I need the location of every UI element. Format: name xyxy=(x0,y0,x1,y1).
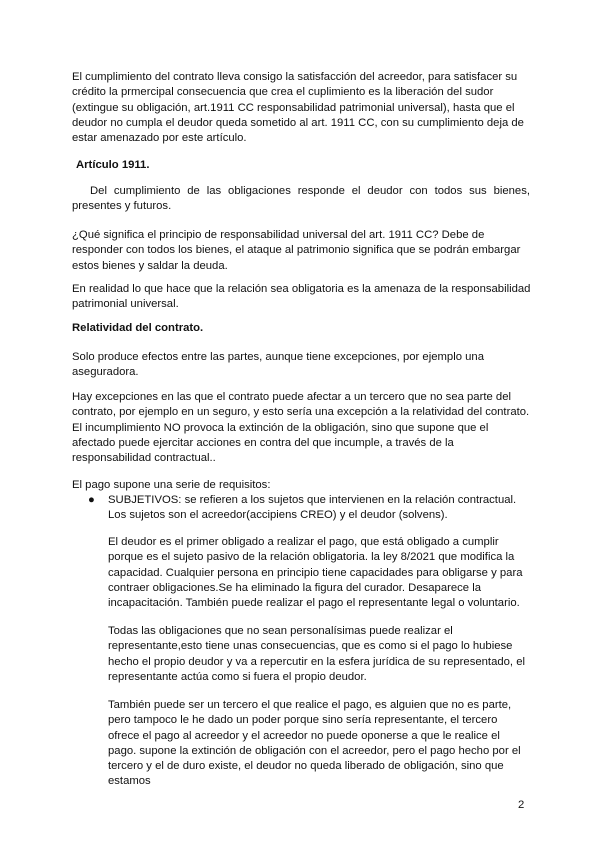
paragraph-articulo-text: Del cumplimiento de las obligaciones responde el deudor con todos sus bienes, presentes y futuros. xyxy=(72,185,530,213)
paragraph-deudor: El deudor es el primer obligado a realizar el pago, que está obligado a cumplir porque es el sujeto pasivo de la relación obligatoria. la ley 8/2021 que modifica la capacidad. Cualquier persona en principio tiene capacidades para obligarse y para contraer obligaciones.Se ha eliminado la figura del curador. Desaparece la incapacitación. También puede realizar el pago el representante legal o voluntario. xyxy=(108,536,523,610)
paragraph-pago-requisitos: El pago supone una serie de requisitos: xyxy=(72,479,271,491)
paragraph-principio: ¿Qué significa el principio de responsabilidad universal del art. 1911 CC? Debe de responder con todos los bienes, el ataque al patrimonio significa que se podrán embargar estos bienes y saldar la deuda. xyxy=(72,229,521,272)
heading-relatividad: Relatividad del contrato. xyxy=(72,322,204,334)
list-item-subjetivos: SUBJETIVOS: se refieren a los sujetos que intervienen en la relación contractual. Los sujetos son el acreedor(accipiens CREO) y el deudor (solvens). xyxy=(108,494,517,522)
paragraph-solo-produce: Solo produce efectos entre las partes, aunque tiene excepciones, por ejemplo una aseguradora. xyxy=(72,351,484,379)
heading-articulo-1911: Artículo 1911. xyxy=(76,159,150,171)
page-number: 2 xyxy=(518,799,525,811)
paragraph-excepciones: Hay excepciones en las que el contrato puede afectar a un tercero que no sea parte del contrato, por ejemplo en un seguro, y esto sería una excepción a la relatividad del contrato. El incumplimiento NO provoca la extinción de la obligación, sino que supone que el afectado puede ejercitar acciones en contra del que incumple, a través de la responsabilidad contractual.. xyxy=(72,391,530,465)
paragraph-cumplimiento: El cumplimiento del contrato lleva consigo la satisfacción del acreedor, para satisfacer su crédito la prmercipal consecuencia que crea el cuplimiento es la liberación del sudor (extingue su obligación, art.1911 CC responsabilidad patrimonial universal), hasta que el deudor no cumpla el deudor queda sometido al art. 1911 CC, con su cumplimiento deja de estar amenazado por este artículo. xyxy=(72,71,524,145)
bullet-icon: ● xyxy=(88,494,95,506)
paragraph-realidad: En realidad lo que hace que la relación sea obligatoria es la amenaza de la responsabilidad patrimonial universal. xyxy=(72,283,531,311)
paragraph-tercero: También puede ser un tercero el que realice el pago, es alguien que no es parte, pero tampoco le he dado un poder porque sino sería representante, el tercero ofrece el pago al acreedor y el acreedor no puede oponerse a que le realice el pago. supone la extinción de obligación con el acreedor, pero el pago hecho por el tercero y el de duro existe, el deudor no queda liberado de obligación, sino que estamos xyxy=(108,699,521,788)
paragraph-obligaciones: Todas las obligaciones que no sean personalísimas puede realizar el representante,esto tiene unas consecuencias, que es como si el pago lo hubiese hecho el propio deudor y va a repercutir en la esfera jurídica de su representado, el representante actúa como si fuera el propio deudor. xyxy=(108,625,525,683)
